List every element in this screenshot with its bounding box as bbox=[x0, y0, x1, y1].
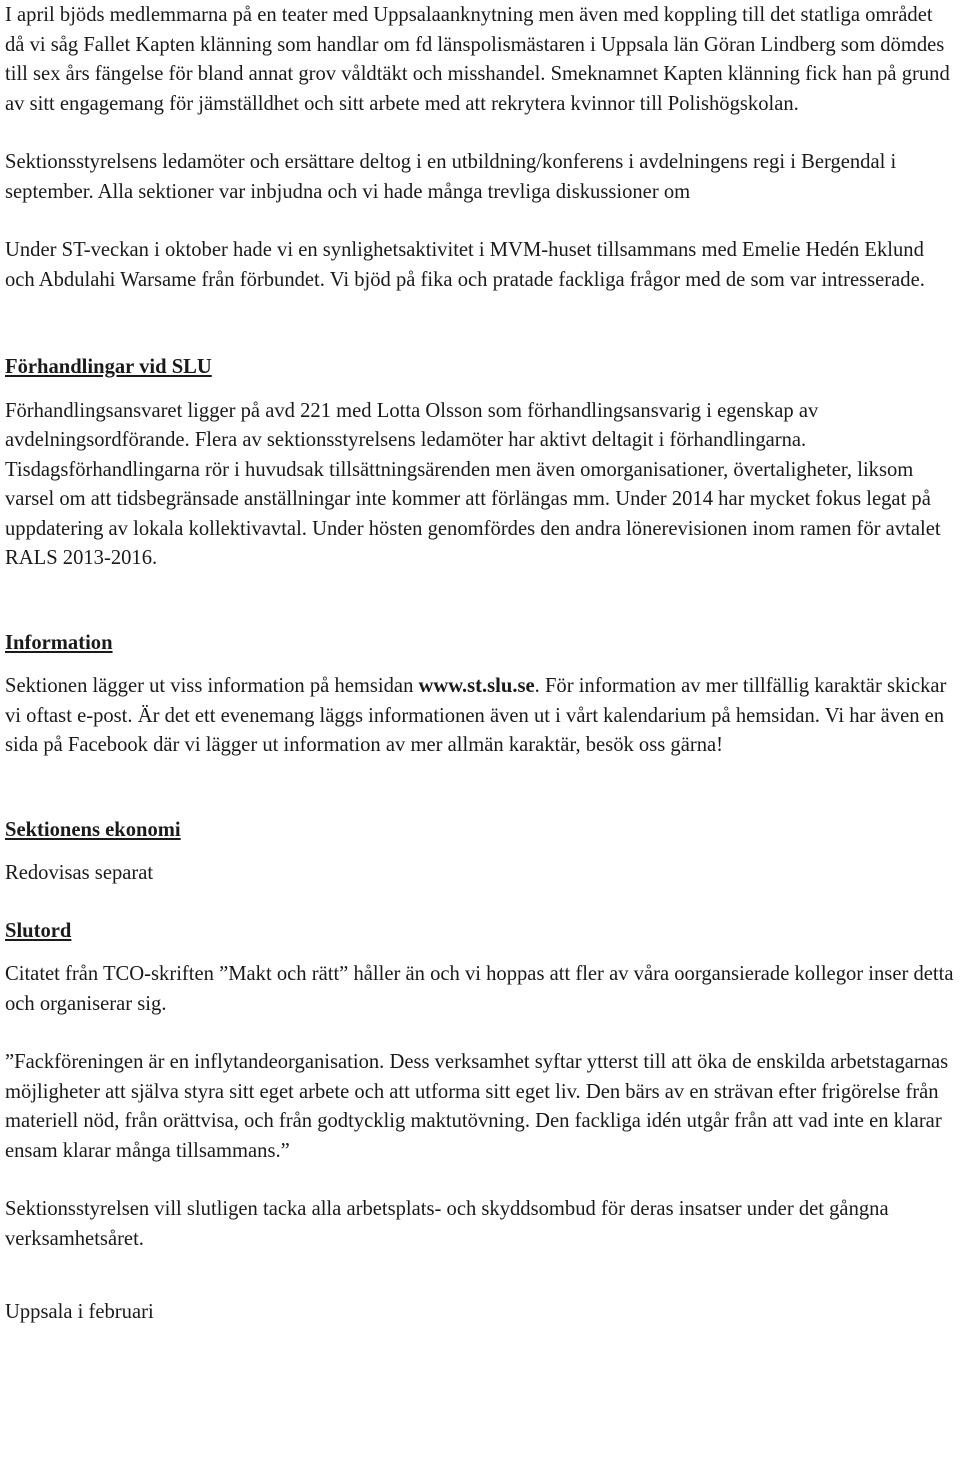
paragraph-quote: ”Fackföreningen är en inflytandeorganisation. Dess verksamhet syftar ytterst till att öka de enskilda arbetstagarnas möjligheter att själva styra sitt eget arbete och att utforma sitt eget liv. Den bärs av en strävan efter frigörelse från materiell nöd, från orättvisa, och från godtycklig maktutövning. Den fackliga idén utgår från att vad inte en klarar ensam klarar många tillsammans.” bbox=[5, 1051, 949, 1162]
website-link[interactable]: www.st.slu.se bbox=[418, 675, 535, 697]
paragraph-thanks: Sektionsstyrelsen vill slutligen tacka alla arbetsplats- och skyddsombud för deras insatser under det gångna verksamhetsåret. bbox=[5, 1198, 889, 1250]
paragraph-conference: Sektionsstyrelsens ledamöter och ersättare deltog i en utbildning/konferens i avdelningens regi i Bergendal i september. Alla sektioner var inbjudna och vi hade många trevliga diskussioner om bbox=[5, 151, 897, 203]
information-text-before: Sektionen lägger ut viss information på hemsidan bbox=[5, 675, 419, 697]
paragraph-slutord: Citatet från TCO-skriften ”Makt och rätt” håller än och vi hoppas att fler av våra oorgansierade kollegor inser detta och organiserar sig. bbox=[5, 963, 954, 1015]
heading-ekonomi: Sektionens ekonomi bbox=[5, 818, 181, 841]
heading-information: Information bbox=[5, 631, 113, 654]
closing-line: Uppsala i februari bbox=[5, 1301, 154, 1323]
document-page bbox=[5, 0, 955, 1328]
paragraph-st-week: Under ST-veckan i oktober hade vi en synlighetsaktivitet i MVM-huset tillsammans med Emelie Hedén Eklund och Abdulahi Warsame från förbundet. Vi bjöd på fika och pratade fackliga frågor med de som var intresserade. bbox=[5, 239, 925, 291]
heading-slutord: Slutord bbox=[5, 919, 72, 942]
information-text-after: . För information av mer tillfällig karaktär skickar vi oftast e-post. Är det ett evenemang läggs informationen även ut i vårt kalendarium på hemsidan. Vi har även en sida på Facebook där vi lägger ut information av mer allmän karaktär, besök oss gärna! bbox=[5, 675, 947, 756]
heading-forhandlingar: Förhandlingar vid SLU bbox=[5, 356, 212, 378]
paragraph-ekonomi: Redovisas separat bbox=[5, 862, 154, 884]
paragraph-information bbox=[5, 672, 955, 761]
paragraph-forhandlingar: Förhandlingsansvaret ligger på avd 221 med Lotta Olsson som förhandlingsansvarig i egenskap av avdelningsordförande. Flera av sektionsstyrelsens ledamöter har aktivt deltagit i förhandlingarna. Tisdagsförhandlingarna rör i huvudsak tillsättningsärenden men även omorganisationer, övertaligheter, liksom varsel om att tidsbegränsade anställningar inte kommer att förlängas mm. Under 2014 har mycket fokus legat på uppdatering av lokala kollektivavtal. Under hösten genomfördes den andra lönerevisionen inom ramen för avtalet RALS 2013-2016. bbox=[5, 399, 941, 569]
paragraph-theater: I april bjöds medlemmarna på en teater med Uppsalaanknytning men även med koppling till det statliga området då vi såg Fallet Kapten klänning som handlar om fd länspolismästaren i Uppsala län Göran Lindberg som dömdes till sex års fängelse för bland annat grov våldtäkt och misshandel. Smeknamnet Kapten klänning fick han på grund av sitt engagemang för jämställdhet och sitt arbete med att rekrytera kvinnor till Polishögskolan. bbox=[5, 4, 950, 115]
